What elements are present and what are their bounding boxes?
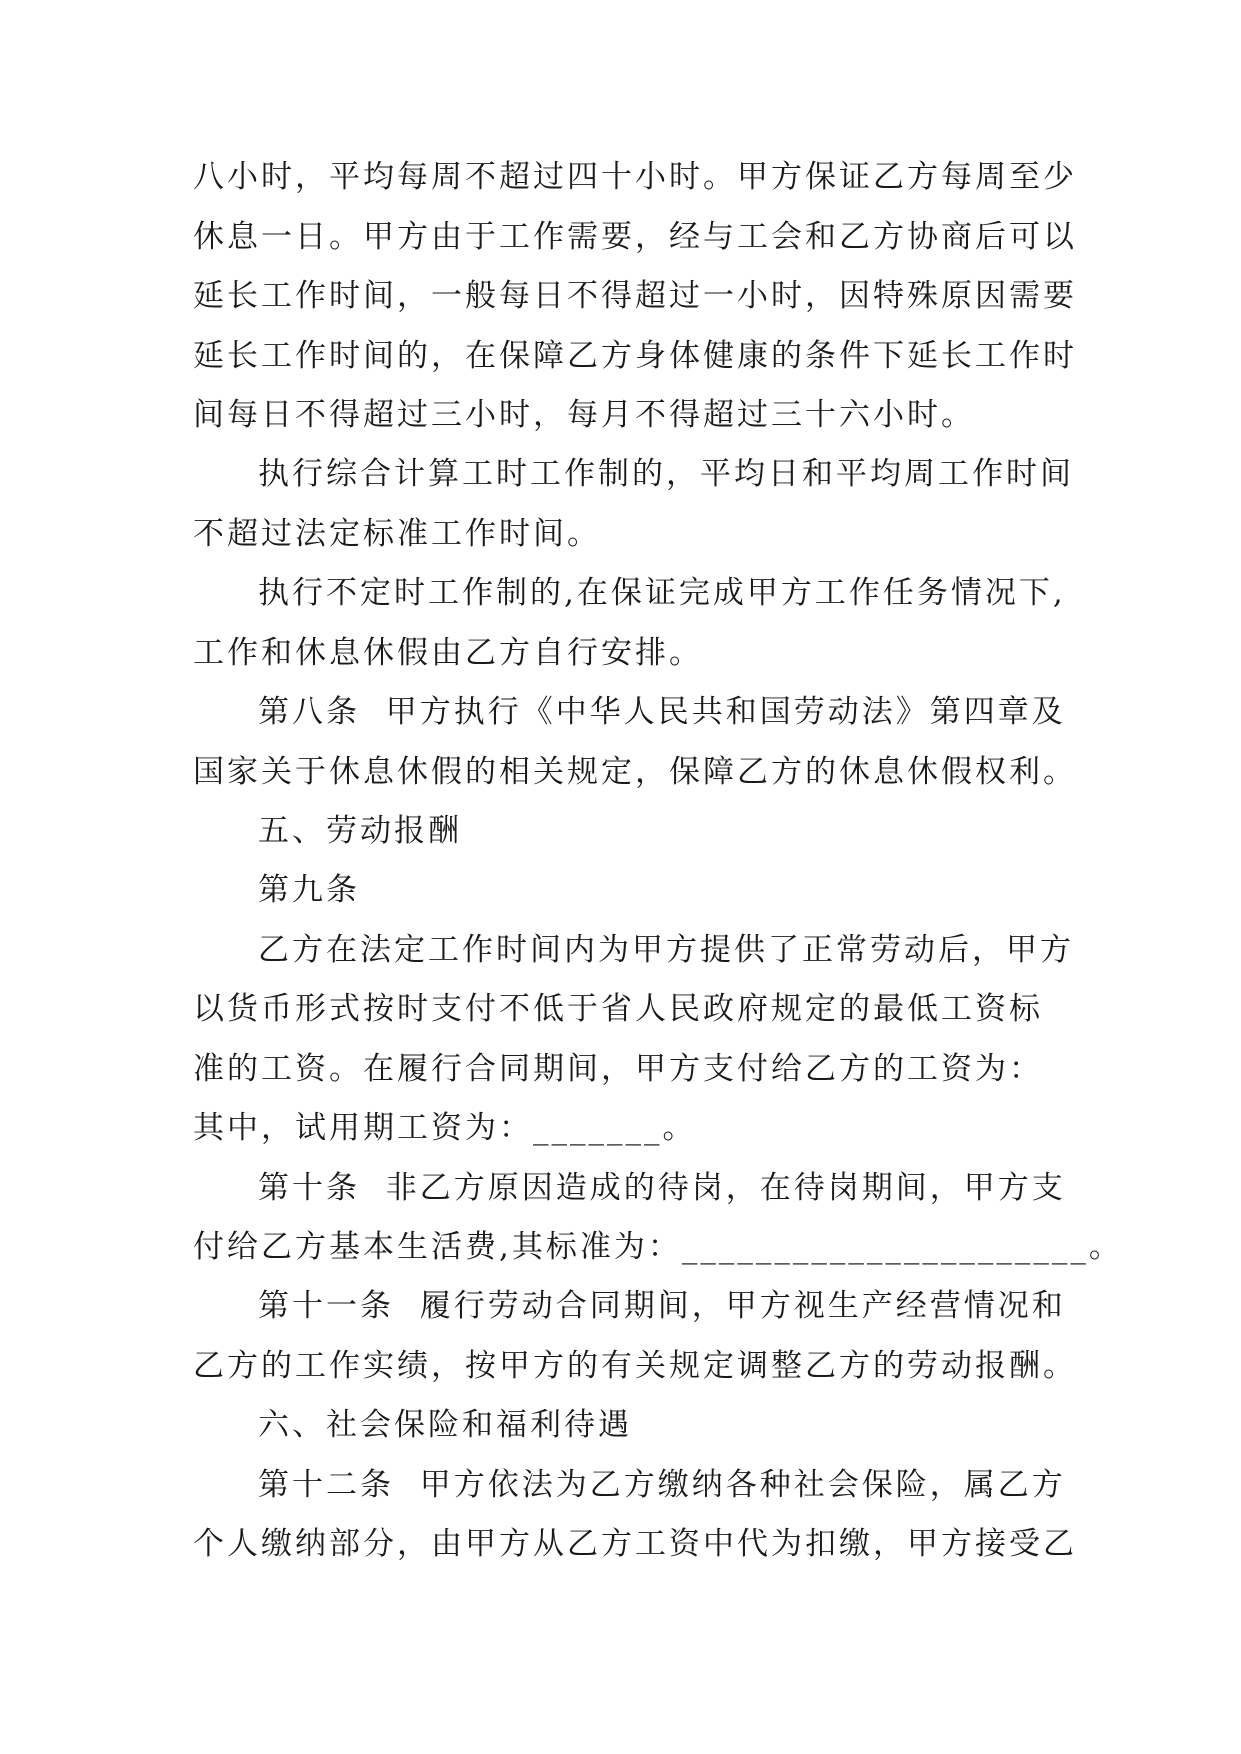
- text-line: 延长工作时间的，在保障乙方身体健康的条件下延长工作时: [193, 338, 1077, 374]
- text-line: 乙方的工作实绩，按甲方的有关规定调整乙方的劳动报酬。: [193, 1348, 1077, 1384]
- living-allowance-line: 付给乙方基本生活费,其标准为：______________________。: [193, 1229, 1123, 1265]
- text-line: 以货币形式按时支付不低于省人民政府规定的最低工资标: [193, 991, 1043, 1027]
- text-line: 个人缴纳部分，由甲方从乙方工资中代为扣缴，甲方接受乙: [193, 1526, 1077, 1562]
- text-line: 间每日不得超过三小时，每月不得超过三十六小时。: [193, 397, 975, 433]
- article-11-line: 第十一条 履行劳动合同期间，甲方视生产经营情况和: [258, 1288, 1066, 1324]
- paragraph-start-line: 乙方在法定工作时间内为甲方提供了正常劳动后，甲方: [258, 932, 1074, 968]
- paragraph-start-line: 执行不定时工作制的,在保证完成甲方工作任务情况下,: [258, 575, 1066, 611]
- article-9-heading: 第九条: [258, 872, 360, 908]
- article-10-line: 第十条 非乙方原因造成的待岗，在待岗期间，甲方支: [258, 1170, 1066, 1206]
- section-heading: 五、劳动报酬: [258, 813, 462, 849]
- text-line: 准的工资。在履行合同期间，甲方支付给乙方的工资为：: [193, 1051, 1043, 1087]
- text-line: 国家关于休息休假的相关规定，保障乙方的休息休假权利。: [193, 754, 1077, 790]
- text-line: 不超过法定标准工作时间。: [193, 516, 601, 552]
- paragraph-start-line: 执行综合计算工时工作制的，平均日和平均周工作时间: [258, 456, 1074, 492]
- section-heading: 六、社会保险和福利待遇: [258, 1407, 632, 1443]
- article-12-line: 第十二条 甲方依法为乙方缴纳各种社会保险，属乙方: [258, 1467, 1066, 1503]
- probation-wage-line: 其中，试用期工资为：_______。: [193, 1110, 697, 1146]
- text-line: 休息一日。甲方由于工作需要，经与工会和乙方协商后可以: [193, 219, 1077, 255]
- text-line: 延长工作时间，一般每日不得超过一小时，因特殊原因需要: [193, 278, 1077, 314]
- article-8-line: 第八条 甲方执行《中华人民共和国劳动法》第四章及: [258, 694, 1066, 730]
- text-line: 八小时，平均每周不超过四十小时。甲方保证乙方每周至少: [193, 159, 1077, 195]
- text-line: 工作和休息休假由乙方自行安排。: [193, 635, 703, 671]
